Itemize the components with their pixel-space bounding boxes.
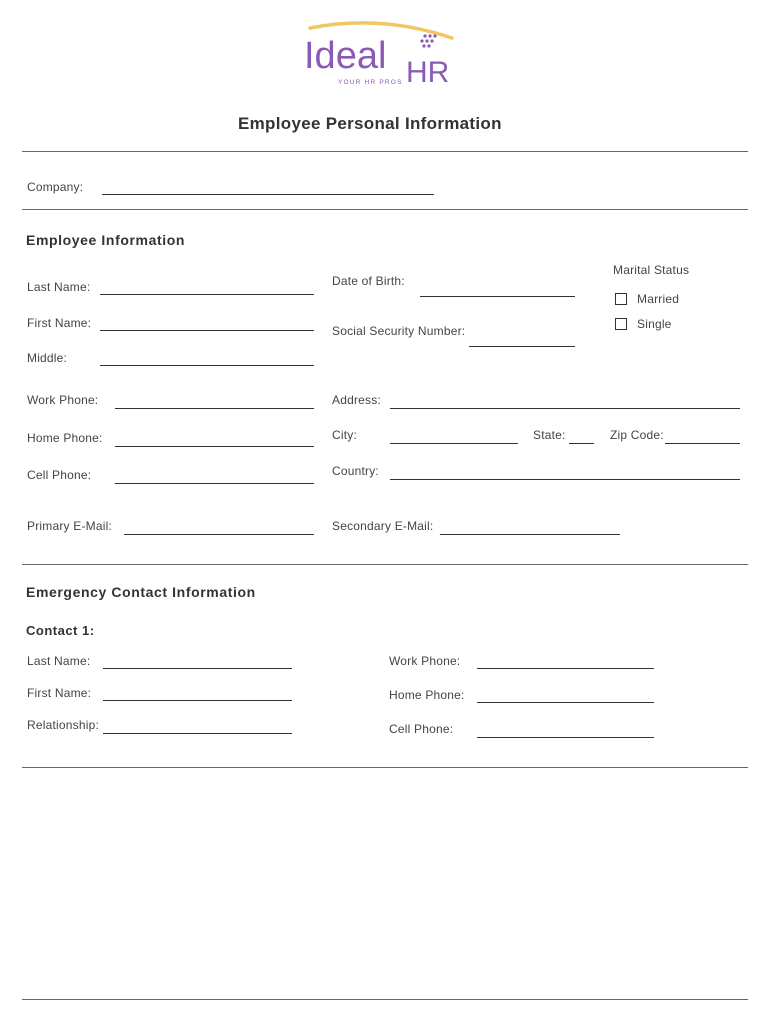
last-name-label: Last Name: xyxy=(27,280,91,294)
city-label: City: xyxy=(332,428,357,442)
cell-phone-label: Cell Phone: xyxy=(27,468,92,482)
ec-relationship-field[interactable] xyxy=(103,733,292,734)
ideal-hr-logo xyxy=(300,16,470,88)
divider xyxy=(22,209,748,210)
primary-email-field[interactable] xyxy=(124,534,314,535)
ec-work-phone-label: Work Phone: xyxy=(389,654,461,668)
footer-divider xyxy=(22,999,748,1000)
ssn-label: Social Security Number: xyxy=(332,324,466,338)
single-checkbox[interactable] xyxy=(615,318,627,330)
logo-word-accent: HR xyxy=(406,56,450,88)
cell-phone-field[interactable] xyxy=(115,483,314,484)
married-option-label: Married xyxy=(637,292,680,306)
company-field[interactable] xyxy=(102,194,434,195)
secondary-email-label: Secondary E-Mail: xyxy=(332,519,434,533)
state-label: State: xyxy=(533,428,566,442)
logo-tagline: YOUR HR PROS xyxy=(338,79,403,86)
ec-last-name-label: Last Name: xyxy=(27,654,91,668)
single-option-label: Single xyxy=(637,317,672,331)
divider xyxy=(22,767,748,768)
secondary-email-field[interactable] xyxy=(440,534,620,535)
divider xyxy=(22,564,748,565)
ec-last-name-field[interactable] xyxy=(103,668,292,669)
ec-cell-phone-field[interactable] xyxy=(477,737,654,738)
marital-status-label: Marital Status xyxy=(613,263,690,277)
logo-dots-icon xyxy=(420,34,436,47)
address-field[interactable] xyxy=(390,408,740,409)
ec-relationship-label: Relationship: xyxy=(27,718,99,732)
first-name-field[interactable] xyxy=(100,330,314,331)
dob-label: Date of Birth: xyxy=(332,274,405,288)
state-field[interactable] xyxy=(569,443,594,444)
emergency-section-heading: Emergency Contact Information xyxy=(26,584,256,600)
first-name-label: First Name: xyxy=(27,316,92,330)
employee-section-heading: Employee Information xyxy=(26,232,186,248)
divider xyxy=(22,151,748,152)
primary-email-label: Primary E-Mail: xyxy=(27,519,113,533)
company-label: Company: xyxy=(27,180,84,194)
ec-home-phone-label: Home Phone: xyxy=(389,688,465,702)
home-phone-field[interactable] xyxy=(115,446,314,447)
ec-first-name-field[interactable] xyxy=(103,700,292,701)
page-title: Employee Personal Information xyxy=(238,114,502,133)
ssn-field[interactable] xyxy=(469,346,575,347)
contact-1-heading: Contact 1: xyxy=(26,623,95,638)
home-phone-label: Home Phone: xyxy=(27,431,103,445)
middle-field[interactable] xyxy=(100,365,314,366)
married-checkbox[interactable] xyxy=(615,293,627,305)
ec-work-phone-field[interactable] xyxy=(477,668,654,669)
address-label: Address: xyxy=(332,393,381,407)
ec-home-phone-field[interactable] xyxy=(477,702,654,703)
work-phone-field[interactable] xyxy=(115,408,314,409)
ec-first-name-label: First Name: xyxy=(27,686,92,700)
zip-code-label: Zip Code: xyxy=(610,428,664,442)
city-field[interactable] xyxy=(390,443,518,444)
zip-code-field[interactable] xyxy=(665,443,740,444)
logo-word-main: Ideal xyxy=(304,35,387,77)
country-field[interactable] xyxy=(390,479,740,480)
middle-label: Middle: xyxy=(27,351,68,365)
work-phone-label: Work Phone: xyxy=(27,393,99,407)
dob-field[interactable] xyxy=(420,296,575,297)
country-label: Country: xyxy=(332,464,379,478)
last-name-field[interactable] xyxy=(100,294,314,295)
ec-cell-phone-label: Cell Phone: xyxy=(389,722,454,736)
